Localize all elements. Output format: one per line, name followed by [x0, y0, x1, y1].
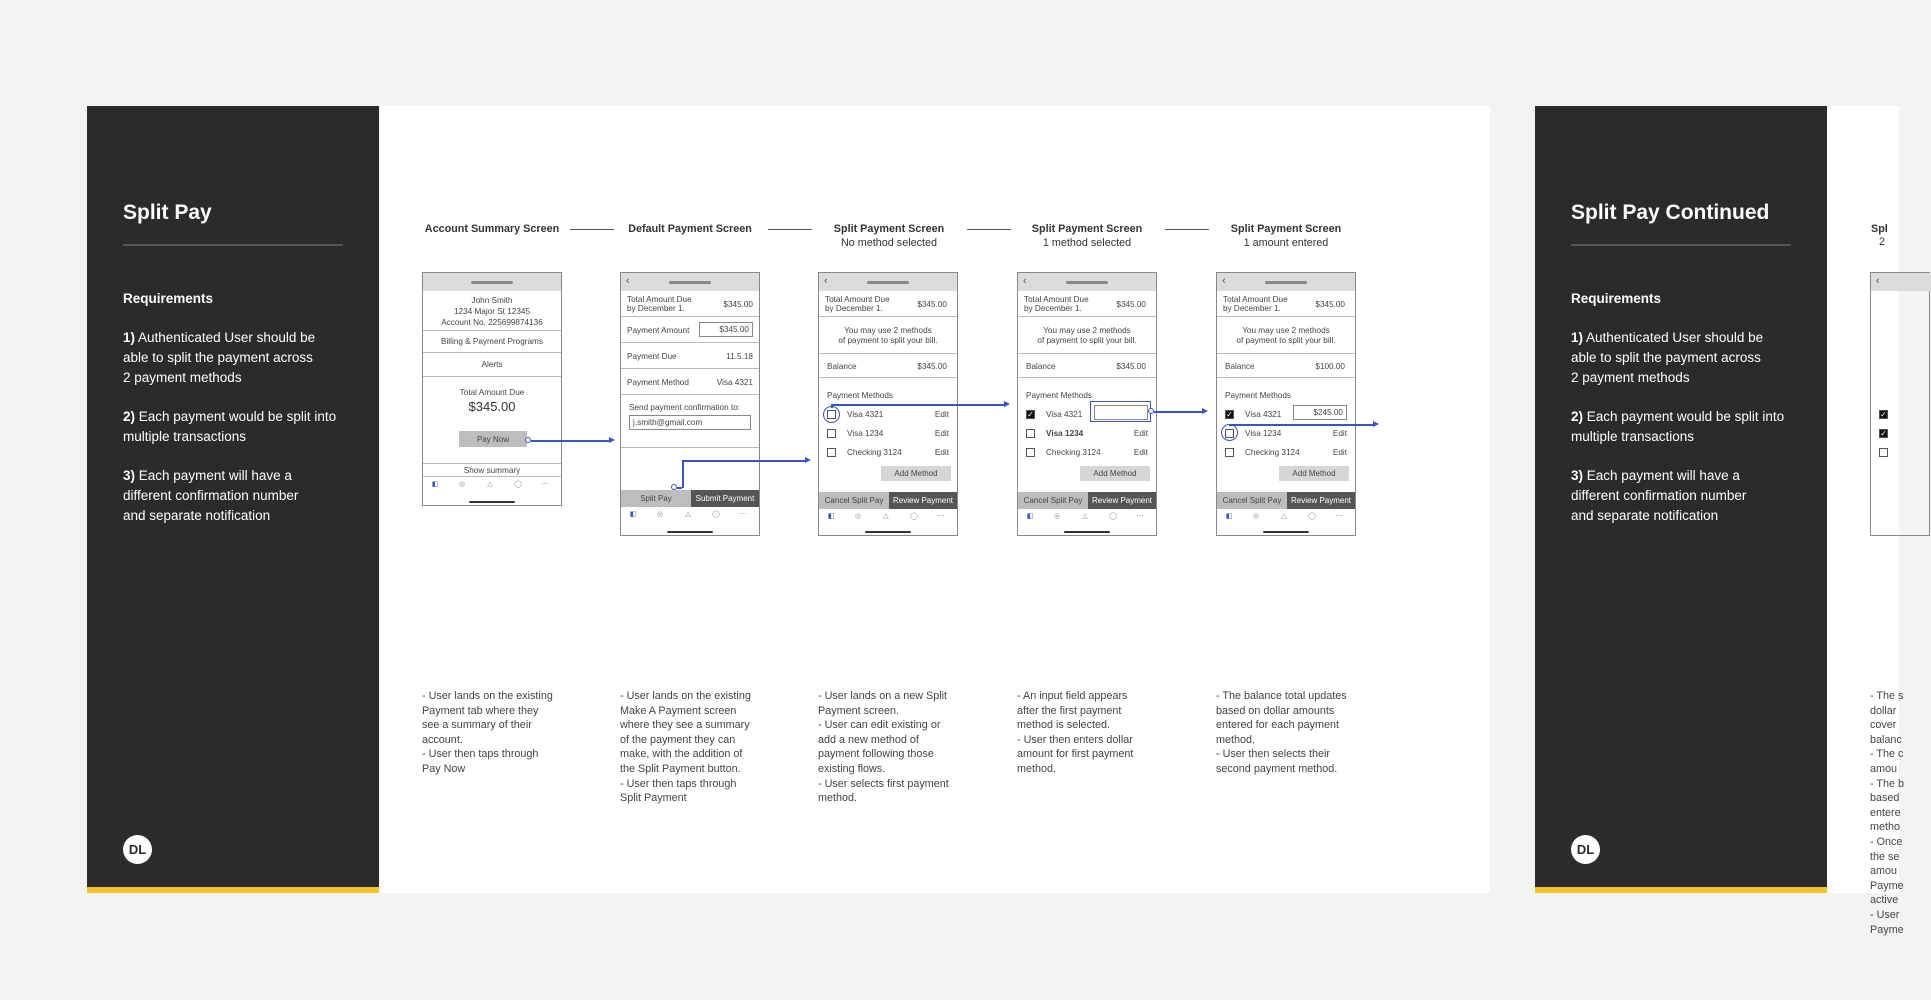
dl-logo: DL [1571, 835, 1600, 864]
edit-link[interactable]: Edit [934, 410, 949, 419]
checkbox[interactable]: ✓ [1880, 429, 1887, 438]
flow-arrow-line [1355, 424, 1375, 426]
default-payment-screen [620, 272, 760, 536]
add-method-button[interactable]: Add Method [881, 466, 951, 481]
account-summary-screen [422, 272, 562, 506]
checking-3124-checkbox[interactable] [827, 448, 836, 457]
description-split-amount: - The balance total updates based on dollar amounts entered for each payment method. - User then selects their second payment method. [1216, 690, 1347, 775]
flow-panel [380, 106, 1490, 893]
method-label: Checking 3124 [1245, 448, 1300, 457]
more-icon[interactable]: ⋯ [1335, 513, 1343, 520]
profile-icon[interactable]: ◯ [712, 511, 720, 518]
header-connector [768, 229, 812, 230]
method-label: Visa 4321 [1046, 410, 1083, 419]
tab-bar [1018, 509, 1156, 532]
tab-bar [819, 509, 957, 532]
visa-1234-checkbox[interactable] [827, 429, 836, 438]
flow-arrow-line [682, 460, 807, 462]
split-payment-screen-amount [1216, 272, 1356, 536]
status-bar [819, 273, 957, 291]
requirement-1: 1) Authenticated User should be able to split the payment across 2 payment methods [1571, 330, 1764, 385]
description-account-summary: - User lands on the existing Payment tab where they see a summary of their account. - User then taps through Pay Now [422, 690, 553, 775]
emergency-icon[interactable]: △ [1082, 513, 1088, 520]
edit-link[interactable]: Edit [1133, 429, 1148, 438]
home-indicator [667, 531, 713, 533]
total-due-row: Total Amount Due by December 1. $345.00 [1217, 291, 1355, 317]
selection-highlight [823, 406, 840, 423]
flow-arrow-line [831, 404, 1006, 406]
method-label: Checking 3124 [847, 448, 902, 457]
pay-now-button[interactable]: Pay Now [459, 431, 527, 447]
flow-arrow-line [1229, 424, 1355, 426]
tab-bar [1217, 509, 1355, 532]
home-indicator [865, 531, 911, 533]
title-divider [1571, 244, 1791, 246]
method-label: Visa 1234 [847, 429, 884, 438]
input-highlight [1090, 401, 1151, 422]
review-payment-button[interactable]: Review Payment [889, 492, 957, 509]
total-due-label: Total Amount Due [459, 388, 525, 397]
more-icon[interactable]: ⋯ [1136, 513, 1144, 520]
tab-bar [423, 476, 561, 499]
payment-icon[interactable]: ◧ [629, 511, 637, 518]
description-split-none: - User lands on a new Split Payment screen. - User can edit existing or add a new method of payment following those existing flows. - User selects first payment method. [818, 690, 949, 805]
flow-arrow-line [531, 440, 611, 442]
profile-icon[interactable]: ◯ [514, 481, 522, 488]
method-label: Visa 1234 [1245, 429, 1282, 438]
account-info: John Smith 1234 Major St 12345 Account No. 225699874136 [423, 291, 561, 331]
usage-icon[interactable]: ◎ [1053, 513, 1061, 520]
requirement-2: 2) Each payment would be split into multiple transactions [1571, 409, 1785, 444]
edit-link[interactable]: Edit [1133, 448, 1148, 457]
usage-icon[interactable]: ◎ [1252, 513, 1260, 520]
description-default-payment: - User lands on the existing Make A Payment screen where they see a summary of the payment they can make, with the addition of the Split Payment button. - User then taps through Split Payment [620, 690, 751, 805]
right-sidebar [1535, 106, 1827, 893]
cancel-split-pay-button[interactable]: Cancel Split Pay [1217, 492, 1287, 509]
header-connector [967, 229, 1011, 230]
payment-icon[interactable]: ◧ [431, 481, 439, 488]
tab-bar [621, 507, 759, 530]
accent-band [87, 887, 379, 893]
method-label: Visa 4321 [847, 410, 884, 419]
requirement-2: 2) Each payment would be split into multiple transactions [123, 409, 337, 444]
payment-amount-row: Payment Amount $345.00 [621, 317, 759, 343]
add-method-button[interactable]: Add Method [1279, 466, 1349, 481]
payment-icon[interactable]: ◧ [1026, 513, 1034, 520]
edit-link[interactable]: Edit [934, 429, 949, 438]
split-info: You may use 2 methods of payment to split your bill. [819, 317, 957, 354]
method-label: Visa 1234 [1046, 429, 1084, 438]
requirement-3: 3) Each payment will have a different confirmation number and separate notification [1571, 468, 1747, 523]
edit-link[interactable]: Edit [1332, 429, 1347, 438]
balance-row: Balance $345.00 [1018, 354, 1156, 378]
billing-programs-link[interactable]: Billing & Payment Programs [423, 331, 561, 353]
payment-method-row[interactable]: Payment Method Visa 4321 [621, 369, 759, 395]
next-flow-panel-partial [1827, 106, 1905, 936]
checking-3124-checkbox[interactable] [1225, 448, 1234, 457]
back-chevron-icon[interactable]: ‹ [1222, 275, 1226, 287]
visa-1234-checkbox[interactable] [1026, 429, 1035, 438]
usage-icon[interactable]: ◎ [458, 481, 466, 488]
home-indicator [1064, 531, 1110, 533]
requirement-3: 3) Each payment will have a different confirmation number and separate notification [123, 468, 299, 523]
partial-header: Spl [1871, 223, 1888, 235]
title-divider [123, 244, 343, 246]
total-due-row: Total Amount Due by December 1. $345.00 [621, 291, 759, 317]
total-due-row: Total Amount Due by December 1. $345.00 [819, 291, 957, 317]
checking-3124-checkbox[interactable] [1026, 448, 1035, 457]
cancel-split-pay-button[interactable]: Cancel Split Pay [1018, 492, 1088, 509]
more-icon[interactable]: ⋯ [937, 513, 945, 520]
back-chevron-icon[interactable]: ‹ [824, 275, 828, 287]
emergency-icon[interactable]: △ [685, 511, 691, 518]
total-due-value: $345.00 [468, 399, 516, 414]
confirmation-label: Send payment confirmation to: [629, 403, 741, 412]
header-connector [570, 229, 614, 230]
balance-row: Balance $100.00 [1217, 354, 1355, 378]
flow-arrow-line [682, 460, 684, 488]
split-info: You may use 2 methods of payment to split your bill. [1018, 317, 1156, 354]
split-info: You may use 2 methods of payment to split your bill. [1217, 317, 1355, 354]
checkbox[interactable] [1879, 448, 1888, 457]
visa-4321-checkbox[interactable]: ✓ [1027, 410, 1034, 419]
status-bar [1018, 273, 1156, 291]
payment-amount-input[interactable]: $345.00 [699, 322, 753, 337]
partial-subheader: 2 [1879, 236, 1886, 248]
status-bar [1217, 273, 1355, 291]
usage-icon[interactable]: ◎ [854, 513, 862, 520]
more-icon[interactable]: ⋯ [739, 511, 747, 518]
more-icon[interactable]: ⋯ [541, 481, 549, 488]
payment-methods-label: Payment Methods [1225, 391, 1291, 400]
visa-4321-checkbox[interactable]: ✓ [1226, 410, 1233, 419]
header-split-none: Split Payment Screen No method selected [833, 223, 945, 249]
left-sidebar [87, 106, 379, 893]
flow-arrow-line [1154, 411, 1204, 413]
flow-arrowhead [1004, 401, 1010, 407]
header-split-amount: Split Payment Screen 1 amount entered [1230, 223, 1342, 249]
flow-arrowhead [805, 457, 811, 463]
sidebar-title: Split Pay [123, 201, 212, 224]
flow-arrowhead [609, 437, 615, 443]
payment-icon[interactable]: ◧ [1225, 513, 1233, 520]
partial-description: - The s dollar cover balanc - The c amou - The b based entere metho - Once the se amou Payme active - User Payme [1870, 690, 1905, 936]
email-input[interactable]: j.smith@gmail.com [629, 415, 751, 430]
partial-phone [1870, 272, 1930, 536]
review-payment-button[interactable]: Review Payment [1287, 492, 1355, 509]
emergency-icon[interactable]: △ [487, 481, 493, 488]
method-label: Checking 3124 [1046, 448, 1101, 457]
amount-input[interactable]: $245.00 [1293, 405, 1347, 420]
alerts-link[interactable]: Alerts [423, 353, 561, 377]
emergency-icon[interactable]: △ [883, 513, 889, 520]
home-indicator [1263, 531, 1309, 533]
split-pay-button[interactable]: Split Pay [621, 490, 691, 507]
method-label: Visa 4321 [1245, 410, 1282, 419]
checkbox[interactable]: ✓ [1880, 410, 1887, 419]
total-due-row: Total Amount Due by December 1. $345.00 [1018, 291, 1156, 317]
edit-link[interactable]: Edit [934, 448, 949, 457]
header-account-summary: Account Summary Screen [424, 223, 560, 235]
flow-arrowhead [1202, 408, 1208, 414]
back-chevron-icon[interactable]: ‹ [626, 275, 630, 287]
back-chevron-icon[interactable]: ‹ [1023, 275, 1027, 287]
selection-highlight [1221, 424, 1238, 441]
profile-icon[interactable]: ◯ [1109, 513, 1117, 520]
payment-icon[interactable]: ◧ [827, 513, 835, 520]
usage-icon[interactable]: ◎ [656, 511, 664, 518]
add-method-button[interactable]: Add Method [1080, 466, 1150, 481]
header-split-one: Split Payment Screen 1 method selected [1031, 223, 1143, 249]
submit-payment-button[interactable]: Submit Payment [691, 490, 759, 507]
back-chevron-icon[interactable]: ‹ [1876, 275, 1880, 287]
balance-row: Balance $345.00 [819, 354, 957, 378]
status-bar [621, 273, 759, 291]
payment-methods-label: Payment Methods [1026, 391, 1092, 400]
header-default-payment: Default Payment Screen [628, 223, 752, 235]
requirement-1: 1) Authenticated User should be able to split the payment across 2 payment methods [123, 330, 316, 385]
header-connector [1165, 229, 1209, 230]
status-bar [423, 273, 561, 291]
show-summary-link[interactable]: Show summary [463, 466, 521, 475]
review-payment-button[interactable]: Review Payment [1088, 492, 1156, 509]
payment-methods-label: Payment Methods [827, 391, 893, 400]
home-indicator [469, 501, 515, 503]
accent-band [1535, 887, 1827, 893]
requirements-heading: Requirements [123, 291, 214, 306]
dl-logo: DL [123, 835, 152, 864]
profile-icon[interactable]: ◯ [910, 513, 918, 520]
description-split-one: - An input field appears after the first payment method is selected. - User then enters dollar amount for first payment method. [1017, 690, 1134, 775]
emergency-icon[interactable]: △ [1281, 513, 1287, 520]
cancel-split-pay-button[interactable]: Cancel Split Pay [819, 492, 889, 509]
profile-icon[interactable]: ◯ [1308, 513, 1316, 520]
sidebar-title: Split Pay Continued [1571, 201, 1770, 224]
edit-link[interactable]: Edit [1332, 448, 1347, 457]
payment-due-row: Payment Due 11.5.18 [621, 343, 759, 369]
requirements-heading: Requirements [1571, 291, 1662, 306]
